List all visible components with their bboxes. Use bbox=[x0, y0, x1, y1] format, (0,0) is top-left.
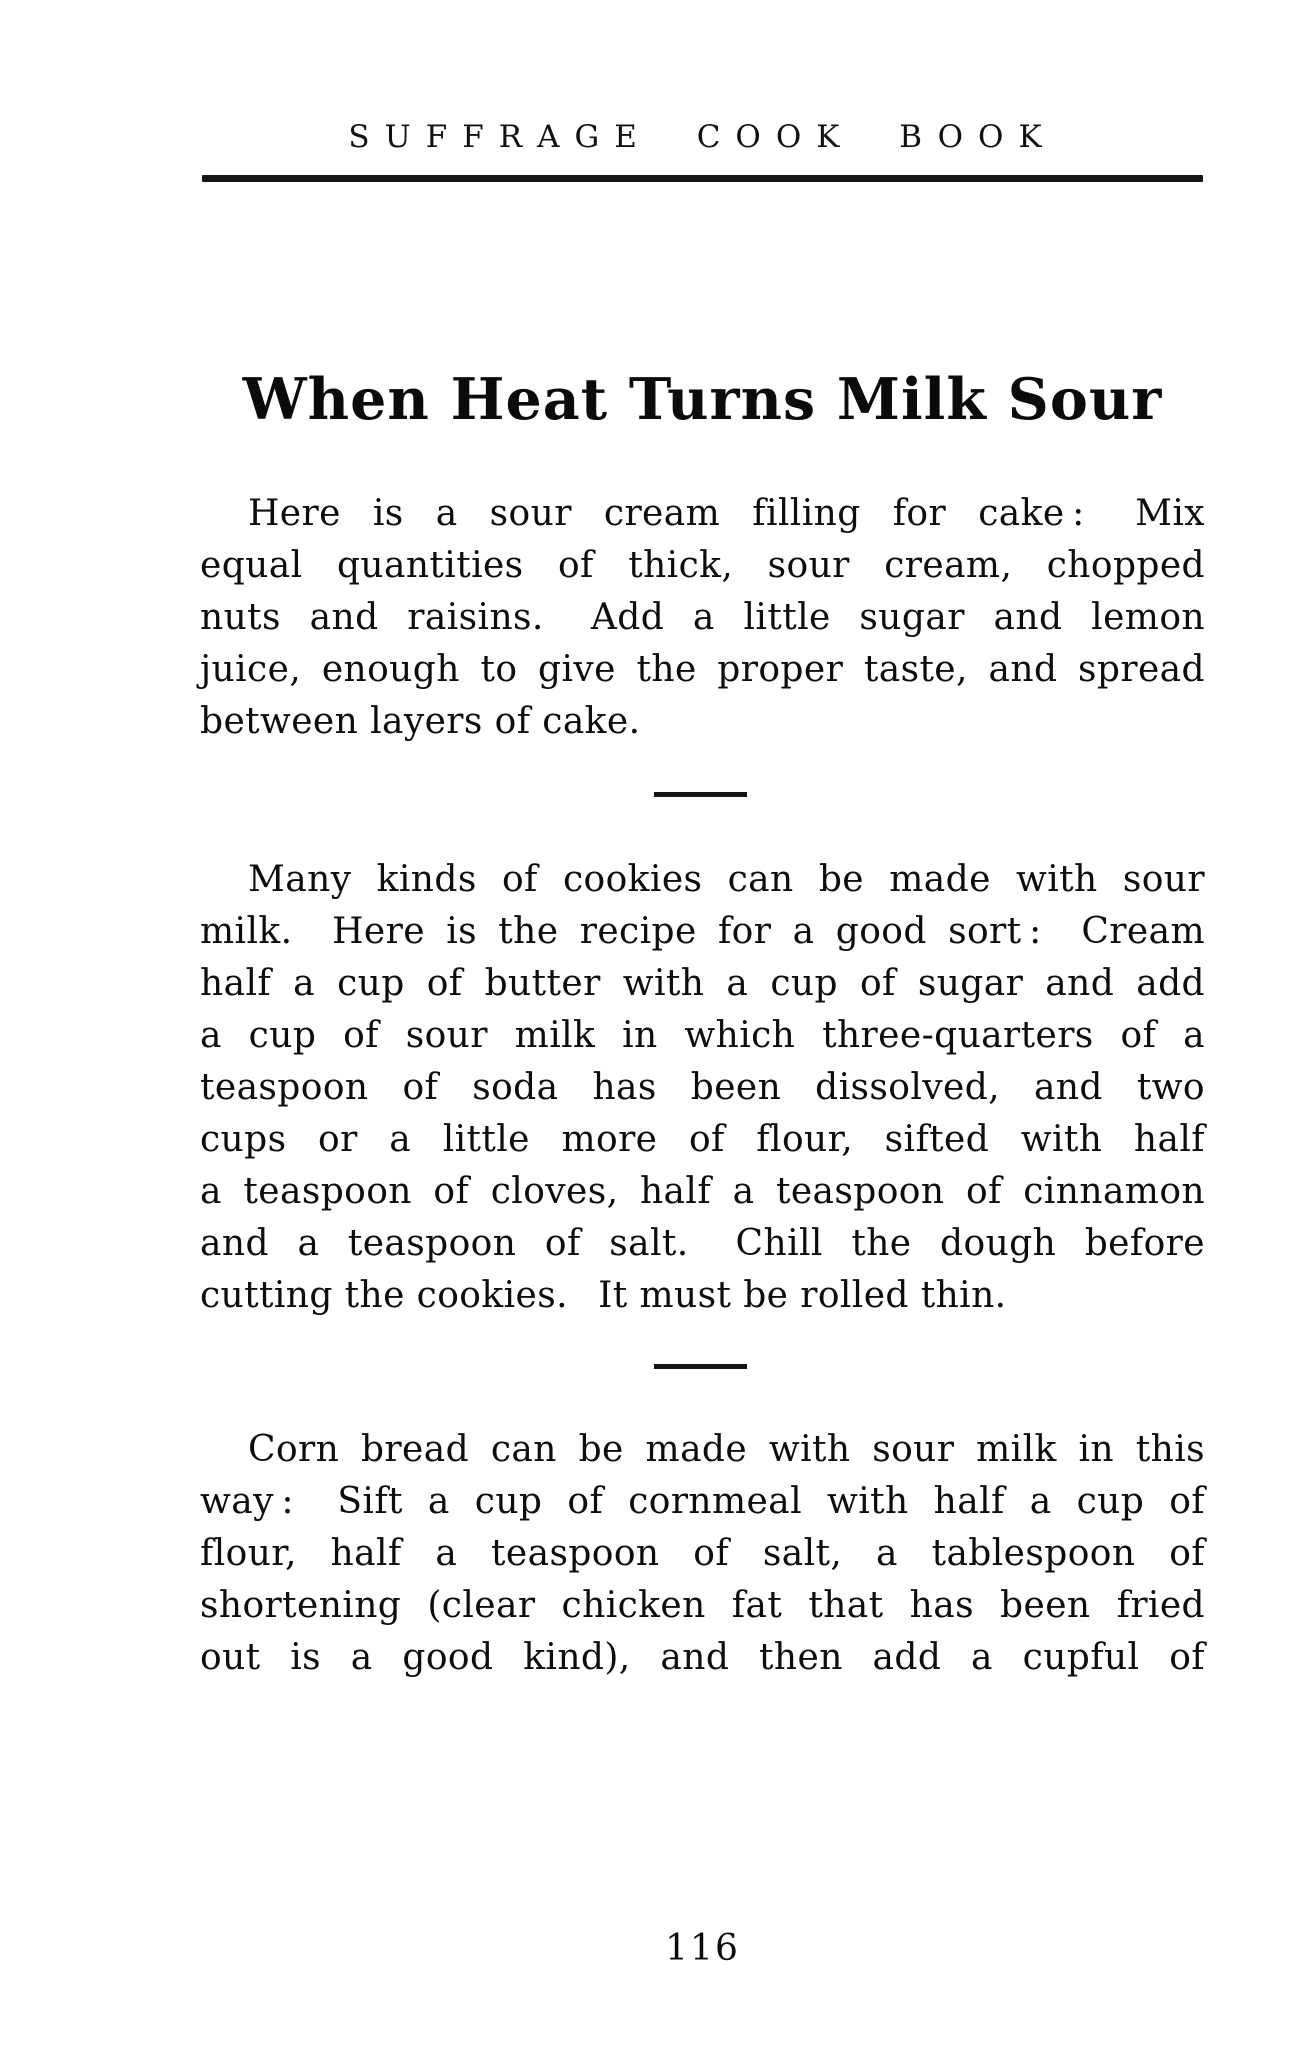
text-line: cups or a little more of flour, sifted with half bbox=[200, 1119, 1205, 1160]
paragraph-sour-cream-filling bbox=[200, 488, 1205, 748]
text-line: Corn bread can be made with sour milk in this bbox=[248, 1429, 1205, 1470]
text-line: a cup of sour milk in which three-quarters of a bbox=[200, 1015, 1205, 1056]
text-line: equal quantities of thick, sour cream, chopped bbox=[200, 545, 1205, 586]
text-line: way : Sift a cup of cornmeal with half a cup of bbox=[200, 1481, 1205, 1522]
text-line: a teaspoon of cloves, half a teaspoon of cinnamon bbox=[200, 1171, 1205, 1212]
text-line: Many kinds of cookies can be made with sour bbox=[248, 859, 1205, 900]
text-line: half a cup of butter with a cup of sugar and add bbox=[200, 963, 1205, 1004]
page-number: 116 bbox=[665, 1928, 740, 1969]
section-divider bbox=[654, 792, 747, 797]
paragraph-corn-bread bbox=[200, 1424, 1205, 1684]
text-line: nuts and raisins. Add a little sugar and lemon bbox=[200, 597, 1205, 638]
section-divider bbox=[654, 1364, 747, 1369]
text-line: and a teaspoon of salt. Chill the dough before bbox=[200, 1223, 1205, 1264]
text-line: teaspoon of soda has been dissolved, and two bbox=[200, 1067, 1205, 1108]
text-line: Here is a sour cream filling for cake : Mix bbox=[248, 493, 1205, 534]
text-line: juice, enough to give the proper taste, and spread bbox=[200, 649, 1205, 690]
text-line: flour, half a teaspoon of salt, a tablespoon of bbox=[200, 1533, 1205, 1574]
text-line: shortening (clear chicken fat that has been fried bbox=[200, 1585, 1205, 1626]
text-line: milk. Here is the recipe for a good sort : Cream bbox=[200, 911, 1205, 952]
running-header: SUFFRAGE COOK BOOK bbox=[348, 119, 1057, 155]
text-line: between layers of cake. bbox=[200, 701, 641, 742]
header-rule bbox=[202, 175, 1203, 182]
text-line: cutting the cookies. It must be rolled thin. bbox=[200, 1275, 1007, 1316]
paragraph-sour-milk-cookies bbox=[200, 854, 1205, 1322]
text-line: out is a good kind), and then add a cupful of bbox=[200, 1637, 1205, 1678]
chapter-title: When Heat Turns Milk Sour bbox=[242, 366, 1163, 433]
